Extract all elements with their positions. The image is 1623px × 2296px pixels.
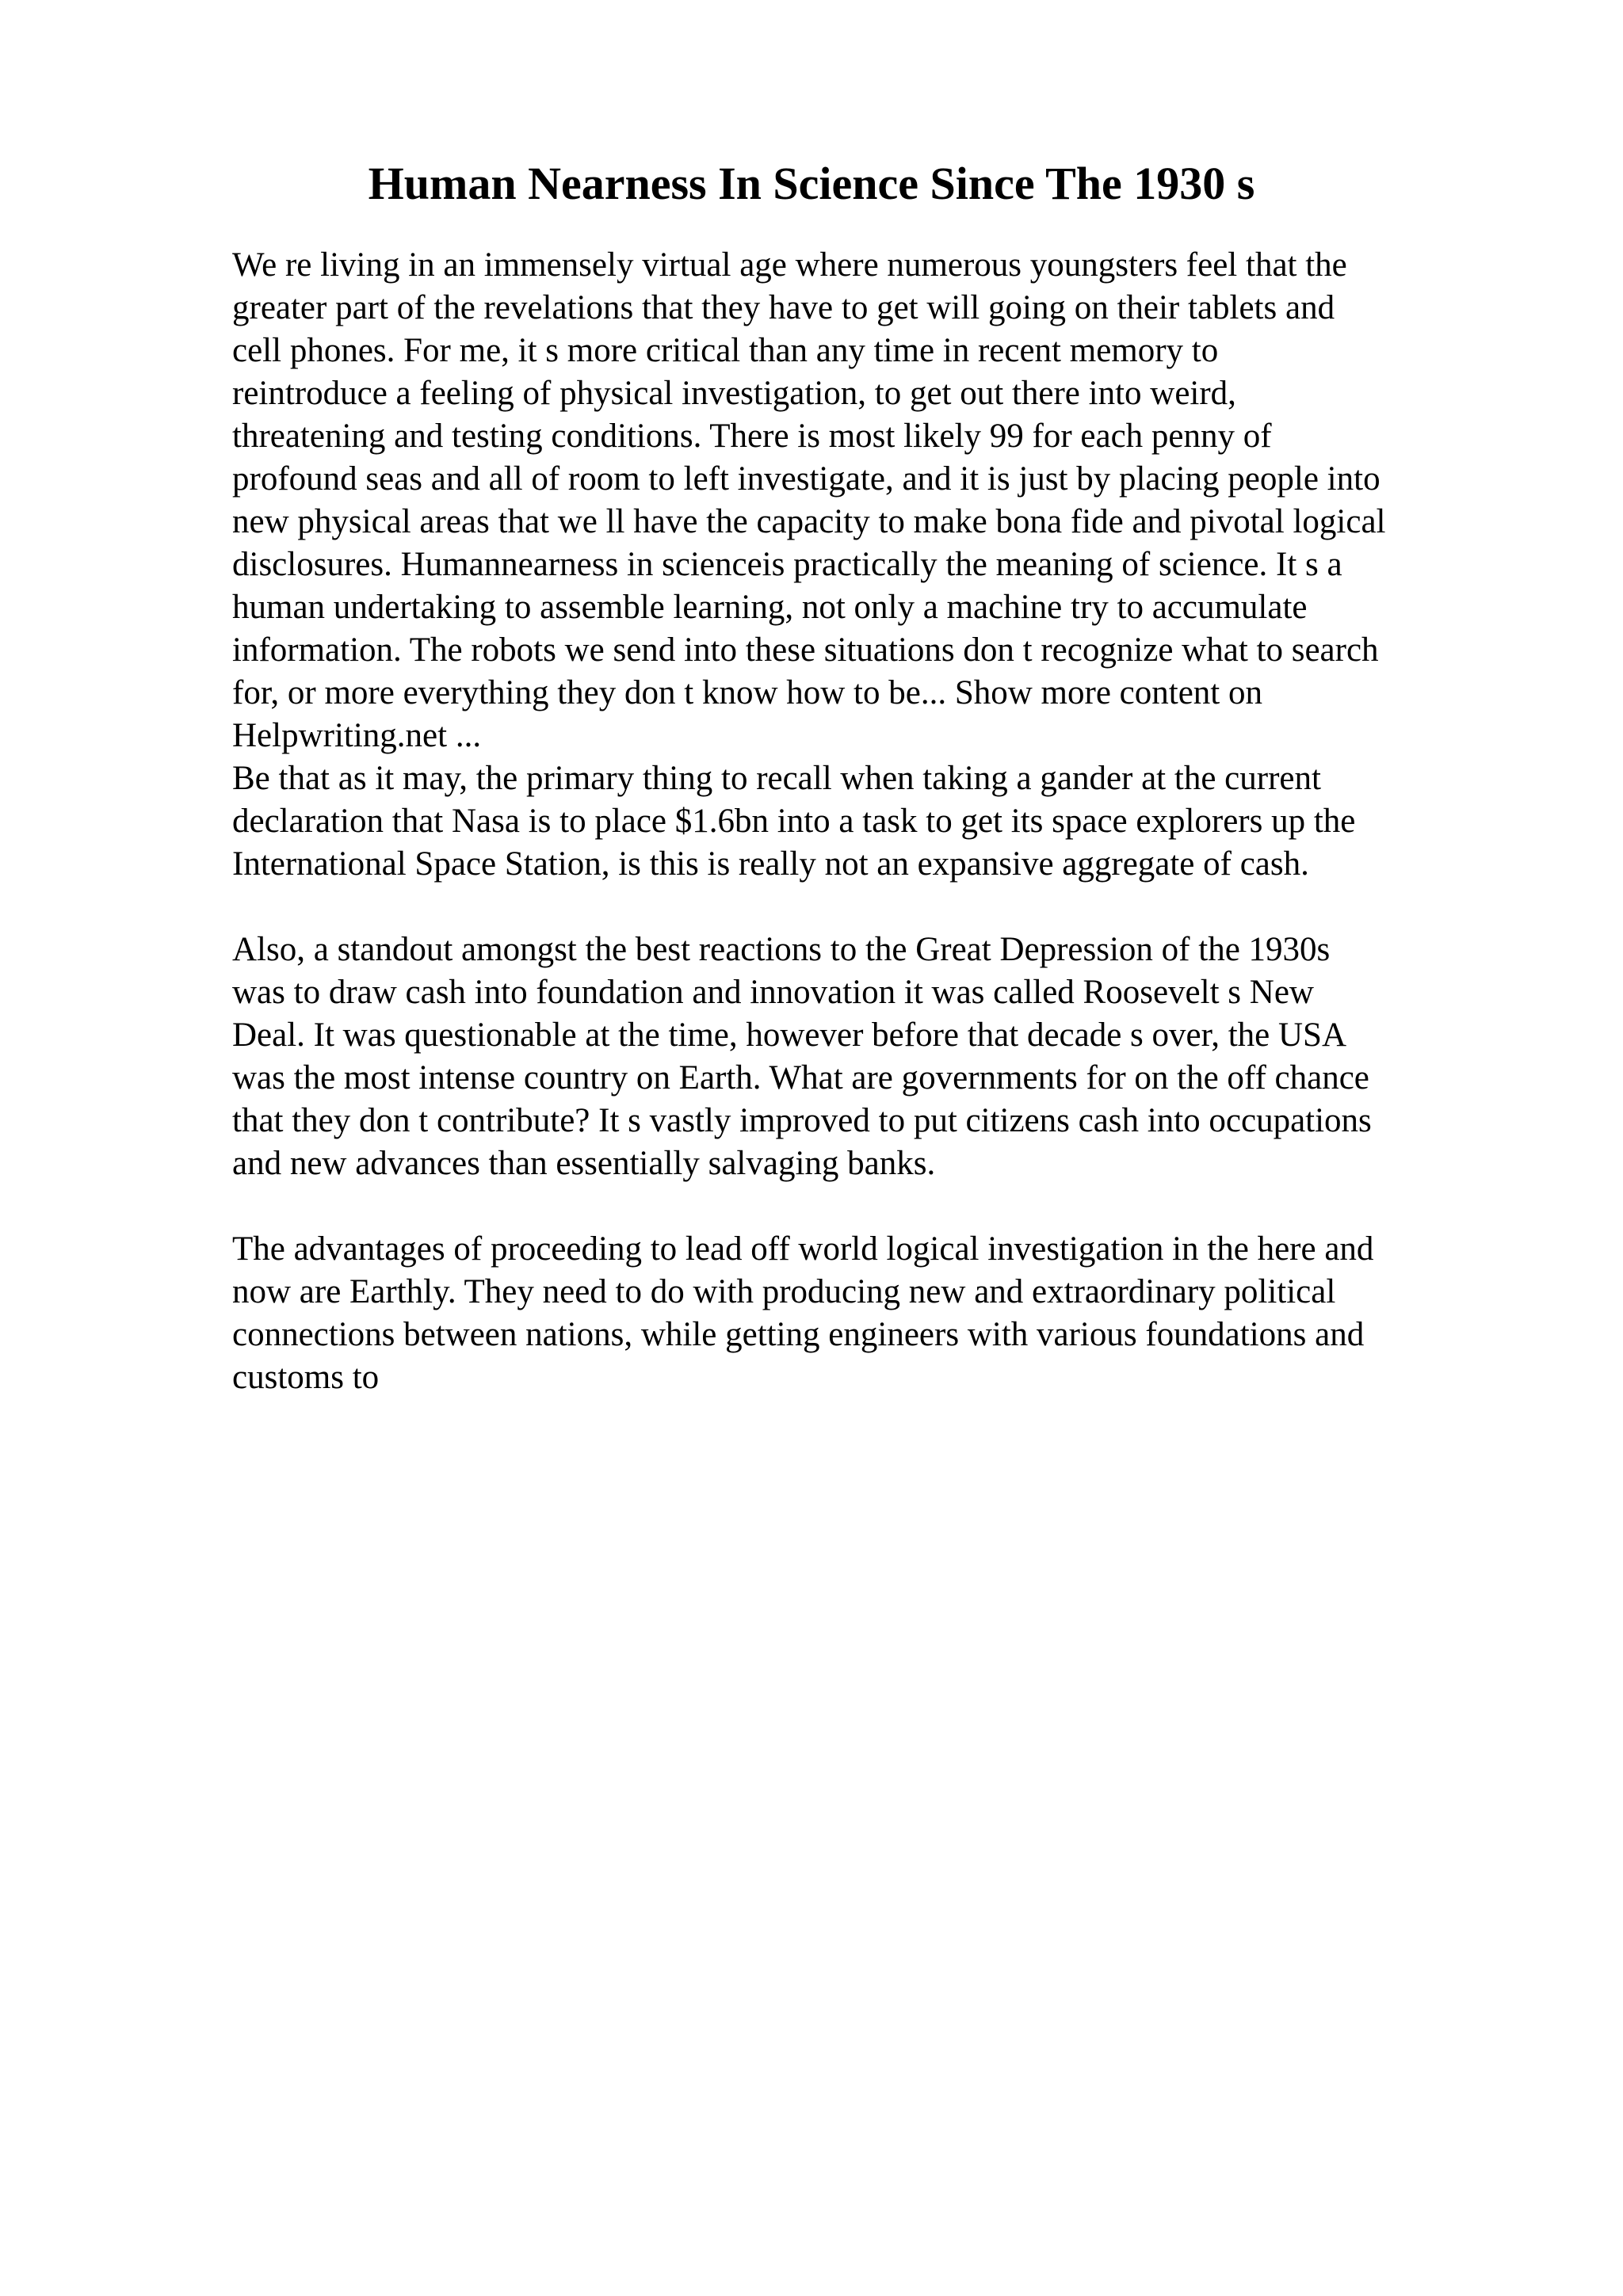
text-line: International Space Station, is this is really not an expansive aggregate of cash.: [232, 845, 1309, 883]
document-body: [232, 244, 1500, 1399]
text-line: human undertaking to assemble learning, not only a machine try to accumulate: [232, 589, 1308, 626]
paragraph-gap: [232, 1185, 1500, 1228]
text-line: profound seas and all of room to left investigate, and it is just by placing people into: [232, 460, 1381, 498]
paragraph-gap: [232, 886, 1500, 929]
text-line: customs to: [232, 1359, 380, 1396]
page-title: Human Nearness In Science Since The 1930 s: [368, 158, 1255, 209]
text-line: Also, a standout amongst the best reactions to the Great Depression of the 1930s: [232, 931, 1331, 968]
text-line: for, or more everything they don t know how to be... Show more content on: [232, 674, 1262, 711]
text-line: was to draw cash into foundation and innovation it was called Roosevelt s New: [232, 974, 1314, 1011]
text-line: Deal. It was questionable at the time, however before that decade s over, the USA: [232, 1016, 1347, 1054]
text-line: threatening and testing conditions. There is most likely 99 for each penny of: [232, 418, 1272, 455]
text-line: connections between nations, while getting engineers with various foundations and: [232, 1316, 1365, 1353]
text-line: that they don t contribute? It s vastly improved to put citizens cash into occupations: [232, 1102, 1372, 1139]
paragraph: [232, 1228, 1500, 1399]
text-line: and new advances than essentially salvaging banks.: [232, 1145, 936, 1182]
text-line: information. The robots we send into these situations don t recognize what to search: [232, 631, 1379, 669]
paragraph: [232, 244, 1500, 757]
text-line: We re living in an immensely virtual age where numerous youngsters feel that the: [232, 246, 1347, 284]
text-line: cell phones. For me, it s more critical than any time in recent memory to: [232, 332, 1219, 369]
text-line: reintroduce a feeling of physical investigation, to get out there into weird,: [232, 375, 1236, 412]
text-line: new physical areas that we ll have the capacity to make bona fide and pivotal logical: [232, 503, 1386, 540]
paragraph: [232, 757, 1500, 886]
text-line: now are Earthly. They need to do with producing new and extraordinary political: [232, 1273, 1336, 1310]
text-line: Helpwriting.net ...: [232, 717, 482, 754]
text-line: disclosures. Humannearness in scienceis practically the meaning of science. It s a: [232, 546, 1342, 583]
text-line: greater part of the revelations that they have to get will going on their tablets and: [232, 289, 1335, 326]
text-line: declaration that Nasa is to place $1.6bn into a task to get its space explorers up the: [232, 803, 1356, 840]
text-line: The advantages of proceeding to lead off world logical investigation in the here and: [232, 1230, 1374, 1268]
text-line: was the most intense country on Earth. What are governments for on the off chance: [232, 1059, 1369, 1097]
text-line: Be that as it may, the primary thing to recall when taking a gander at the current: [232, 760, 1321, 797]
paragraph: [232, 929, 1500, 1185]
